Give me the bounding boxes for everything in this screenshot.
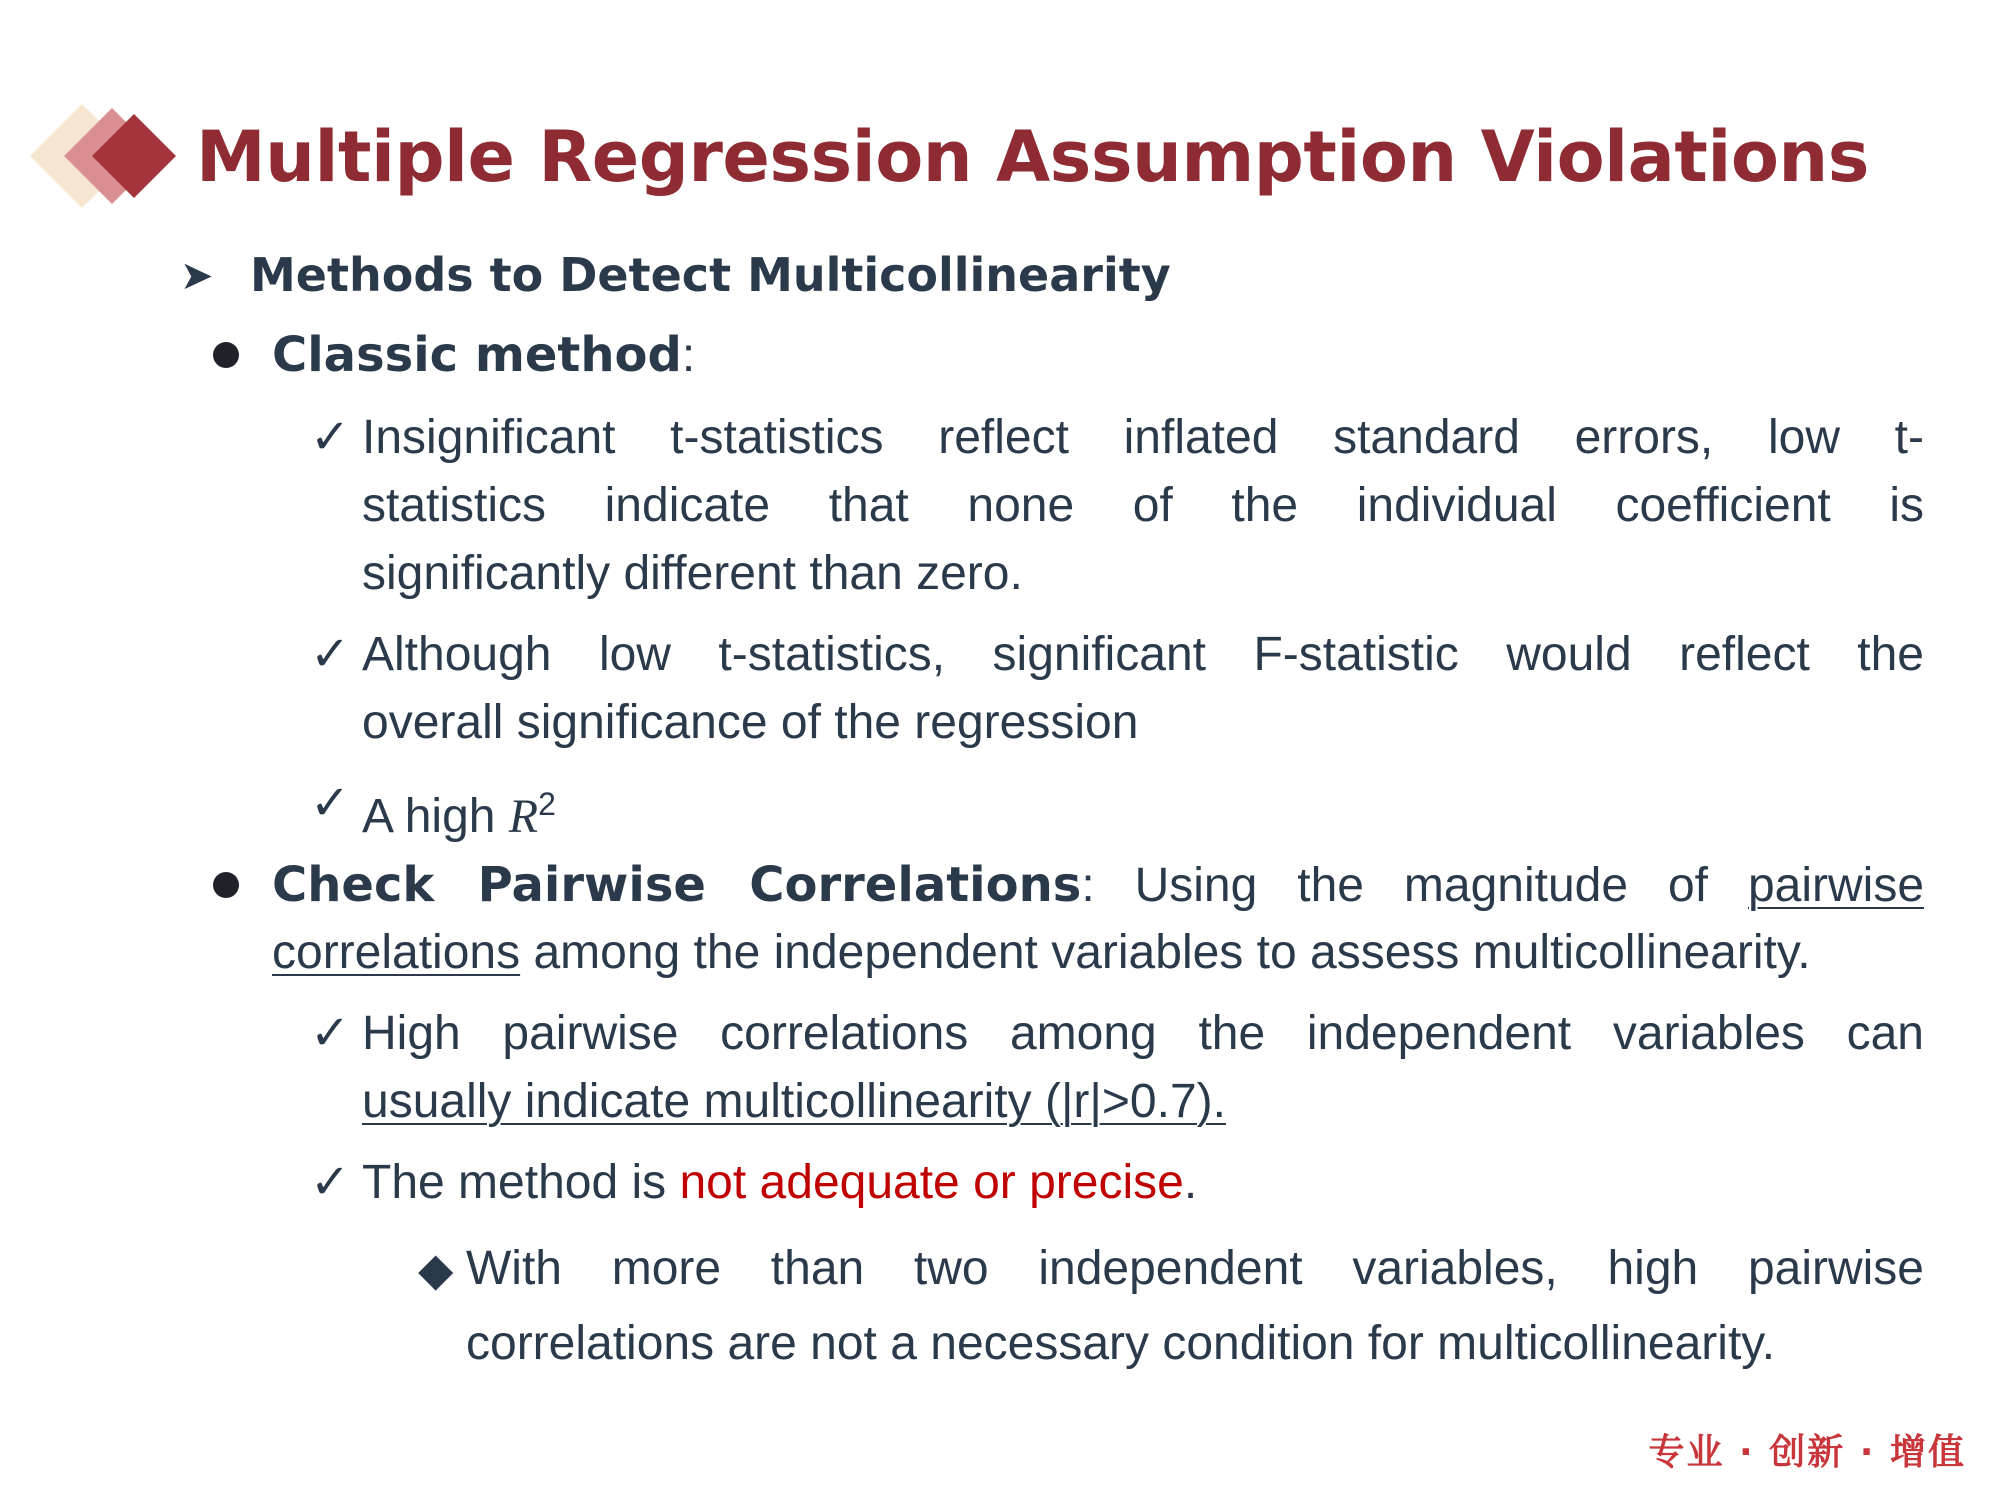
subitem-line-2: correlations are not a necessary condition for multicollinearity. — [466, 1317, 1776, 1370]
checkmark-icon: ✓ — [310, 1156, 351, 1209]
pairwise-correlations-link-part-1: pairwise — [1747, 859, 1925, 912]
checkmark-icon: ✓ — [310, 411, 351, 464]
classic-item-1-line-2: statistics indicate that none of the individual coefficient is — [362, 479, 1924, 532]
section-heading-text: Methods to Detect Multicollinearity — [250, 248, 1171, 302]
checkmark-icon: ✓ — [310, 628, 351, 681]
bullet-dot-icon — [213, 872, 239, 898]
pairwise-item-2 — [362, 1149, 1197, 1217]
page-title: Multiple Regression Assumption Violations — [196, 116, 1869, 198]
pairwise-correlations-link-part-2: correlations — [272, 926, 521, 979]
pairwise-heading-line-1 — [272, 851, 1924, 920]
classic-item-2-line-2: overall significance of the regression — [362, 696, 1139, 749]
pairwise-line-1-text: : Using the magnitude of — [1081, 859, 1709, 912]
pairwise-item-1-line-2: usually indicate multicollinearity (|r|>0.7). — [362, 1075, 1226, 1128]
classic-method-heading — [272, 321, 695, 390]
classic-item-3-text: A high — [362, 790, 509, 843]
r-squared-symbol: R — [508, 790, 539, 843]
diamond-bullet-icon: ◆ — [418, 1243, 454, 1295]
section-heading — [180, 241, 1171, 310]
logo-diamonds-icon — [30, 104, 180, 208]
r-squared-exponent: 2 — [538, 786, 556, 822]
classic-item-1-line-3: significantly different than zero. — [362, 547, 1023, 600]
subitem-line-1: With more than two independent variables, high pairwise — [466, 1242, 1924, 1295]
classic-item-3 — [362, 770, 556, 851]
pairwise-item-2-suffix: . — [1183, 1156, 1198, 1209]
checkmark-icon: ✓ — [310, 777, 351, 830]
pairwise-heading-line-2 — [272, 919, 1811, 987]
pairwise-line-2-text: among the independent variables to assess multicollinearity. — [520, 926, 1811, 979]
footer-slogan: 专业 · 创新 · 增值 — [1648, 1432, 1966, 1473]
bullet-dot-icon — [213, 342, 239, 368]
checkmark-icon: ✓ — [310, 1007, 351, 1060]
classic-item-1-line-1: Insignificant t-statistics reflect inflated standard errors, low t- — [362, 411, 1924, 464]
pairwise-label: Check Pairwise Correlations — [272, 857, 1082, 913]
classic-item-2-line-1: Although low t-statistics, significant F-statistic would reflect the — [362, 628, 1924, 681]
pairwise-item-1-line-1: High pairwise correlations among the independent variables can — [362, 1007, 1924, 1060]
classic-method-label: Classic method — [272, 327, 682, 383]
pairwise-item-2-highlight: not adequate or precise — [679, 1156, 1184, 1209]
classic-method-colon: : — [681, 329, 696, 382]
pairwise-item-2-prefix: The method is — [362, 1156, 680, 1209]
arrow-bullet-icon: ➤ — [180, 253, 214, 299]
